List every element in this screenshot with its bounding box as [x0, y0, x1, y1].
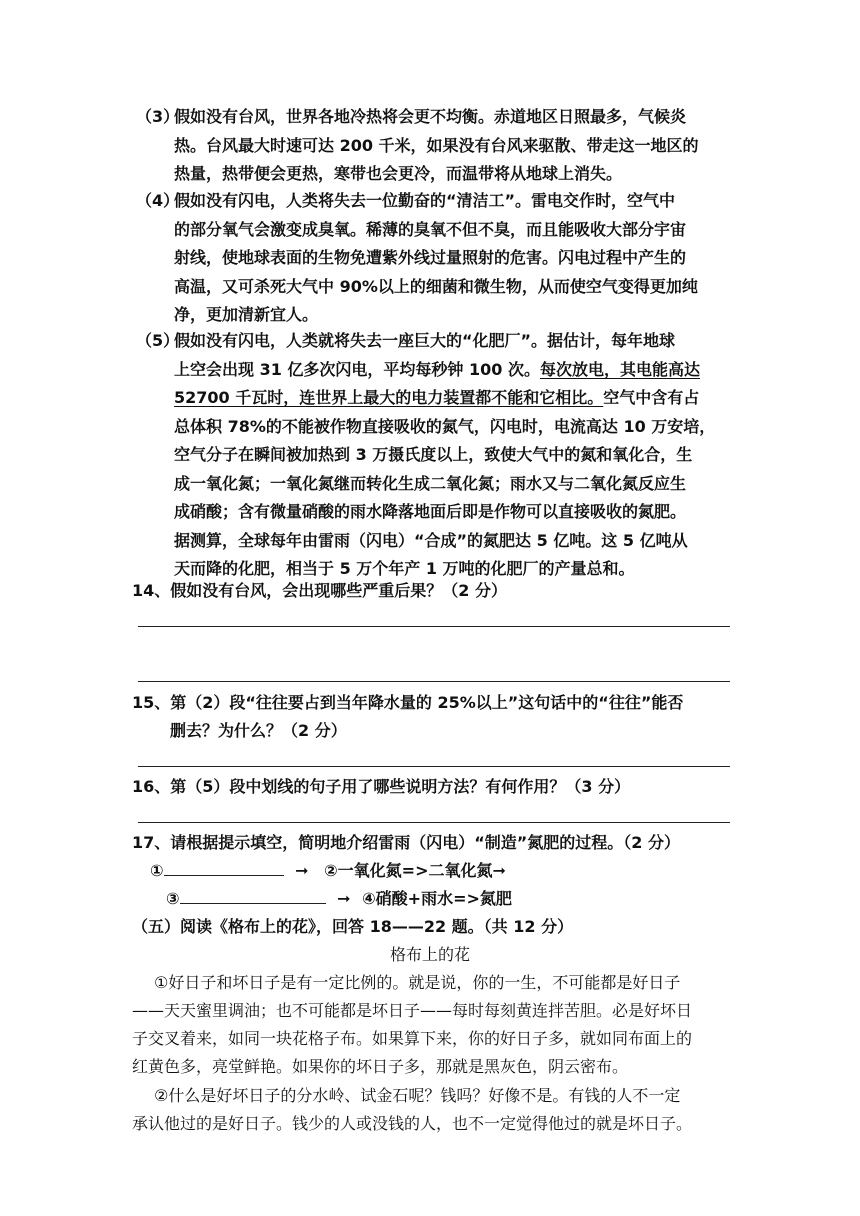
article-line: ①好日子和坏日子是有一定比例的。就是说，你的一生，不可能都是好日子 [154, 973, 681, 992]
paragraph-line: 假如没有台风，世界各地冷热将会更不均衡。赤道地区日照最多，气候炎 [174, 107, 687, 126]
arrow-icon: ➞ [337, 889, 351, 908]
step-1-blank[interactable] [164, 859, 284, 876]
step-3-blank[interactable] [180, 887, 326, 904]
question-14: 14、假如没有台风，会出现哪些严重后果？（2 分） [132, 581, 507, 600]
paragraph-line: 假如没有闪电，人类就将失去一座巨大的“化肥厂”。据估计，每年地球 [174, 331, 676, 350]
question-16: 16、第（5）段中划线的句子用了哪些说明方法？有何作用？（3 分） [132, 777, 631, 796]
paragraph-line: 总体积 78%的不能被作物直接吸收的氮气，闪电时，电流高达 10 万安培， [174, 416, 716, 436]
question-17-row-2 [166, 885, 512, 913]
answer-line[interactable] [138, 626, 730, 627]
passage-paragraph-5 [136, 327, 736, 584]
section-5-heading: （五）阅读《格布上的花》，回答 18——22 题。（共 12 分） [132, 917, 574, 936]
passage-paragraph-3 [136, 103, 736, 189]
paragraph-line: 天而降的化肥，相当于 5 万个年产 1 万吨的化肥厂的产量总和。 [174, 559, 635, 578]
article-line: 承认他过的是好日子。钱少的人或没钱的人，也不一定觉得他过的就是坏日子。 [132, 1114, 693, 1133]
article-line: 子交叉着来，如同一块花格子布。如果算下来，你的好日子多，就如同布面上的 [132, 1029, 693, 1048]
passage-paragraph-4 [136, 187, 736, 330]
paragraph-number: （5） [136, 331, 180, 350]
article-paragraph-2 [132, 1082, 732, 1138]
question-17: 17、请根据提示填空，简明地介绍雷雨（闪电）“制造”氮肥的过程。（2 分） [132, 833, 681, 852]
paragraph-line: 的部分氧气会激变成臭氧。稀薄的臭氧不但不臭，而且能吸收大部分宇宙 [174, 219, 687, 239]
question-15-line-2: 删去？为什么？（2 分） [170, 721, 347, 740]
paragraph-line [136, 356, 736, 385]
plain-text: 上空会出现 31 亿多次闪电，平均每秒钟 100 次。 [174, 359, 540, 379]
plain-text: 空气中含有占 [603, 388, 700, 407]
paragraph-line: 热。台风最大时速可达 200 千米，如果没有台风来驱散、带走这一地区的 [174, 135, 699, 155]
article-line: ②什么是好坏日子的分水岭、试金石呢？钱吗？好像不是。有钱的人不一定 [154, 1086, 681, 1105]
paragraph-line: 高温，又可杀死大气中 90%以上的细菌和微生物，从而使空气变得更加纯 [174, 276, 698, 296]
step-1-marker: ① [150, 861, 164, 880]
paragraph-line: 射线，使地球表面的生物免遭紫外线过量照射的危害。闪电过程中产生的 [174, 248, 687, 267]
paragraph-line: 热量，热带便会更热，寒带也会更冷，而温带将从地球上消失。 [174, 164, 623, 183]
step-3-marker: ③ [166, 889, 180, 908]
paragraph-line: 假如没有闪电，人类将失去一位勤奋的“清洁工”。雷电交作时，空气中 [174, 191, 676, 210]
question-17-row-1 [150, 857, 506, 885]
underlined-sentence: 每次放电，其电能高达 [539, 359, 700, 379]
answer-line[interactable] [138, 822, 730, 823]
step-2-text: ②一氧化氮=>二氧化氮➞ [324, 861, 506, 880]
article-paragraph-1 [132, 969, 732, 1081]
paragraph-number: （4） [136, 191, 180, 210]
arrow-icon: ➞ [295, 861, 309, 880]
paragraph-line [136, 384, 736, 413]
article-line: 红黄色多，亮堂鲜艳。如果你的坏日子多，那就是黑灰色，阴云密布。 [132, 1057, 629, 1076]
paragraph-number: （3） [136, 107, 180, 126]
article-title: 格布上的花 [389, 945, 470, 964]
paragraph-line: 成硝酸；含有微量硝酸的雨水降落地面后即是作物可以直接吸收的氮肥。 [174, 502, 687, 521]
paragraph-line: 净，更加清新宜人。 [174, 305, 319, 324]
article-line: ——天天蜜里调油；也不可能都是坏日子——每时每刻黄连拌苦胆。必是好坏日 [132, 1001, 693, 1020]
paragraph-line: 据测算，全球每年由雷雨（闪电）“合成”的氮肥达 5 亿吨。这 5 亿吨从 [174, 530, 688, 550]
paragraph-line: 成一氧化氮；一氧化氮继而转化生成二氧化氮；雨水又与二氧化氮反应生 [174, 473, 687, 493]
answer-line[interactable] [138, 766, 730, 767]
answer-line[interactable] [138, 681, 730, 682]
step-4-text: ④硝酸+雨水=>氮肥 [362, 889, 512, 908]
underlined-sentence: 52700 千瓦时，连世界上最大的电力装置都不能和它相比。 [174, 388, 604, 407]
question-15-line-1: 15、第（2）段“往往要占到当年降水量的 25%以上”这句话中的“往往”能否 [132, 693, 684, 712]
paragraph-line: 空气分子在瞬间被加热到 3 万摄氏度以上，致使大气中的氮和氧化合，生 [174, 445, 693, 464]
